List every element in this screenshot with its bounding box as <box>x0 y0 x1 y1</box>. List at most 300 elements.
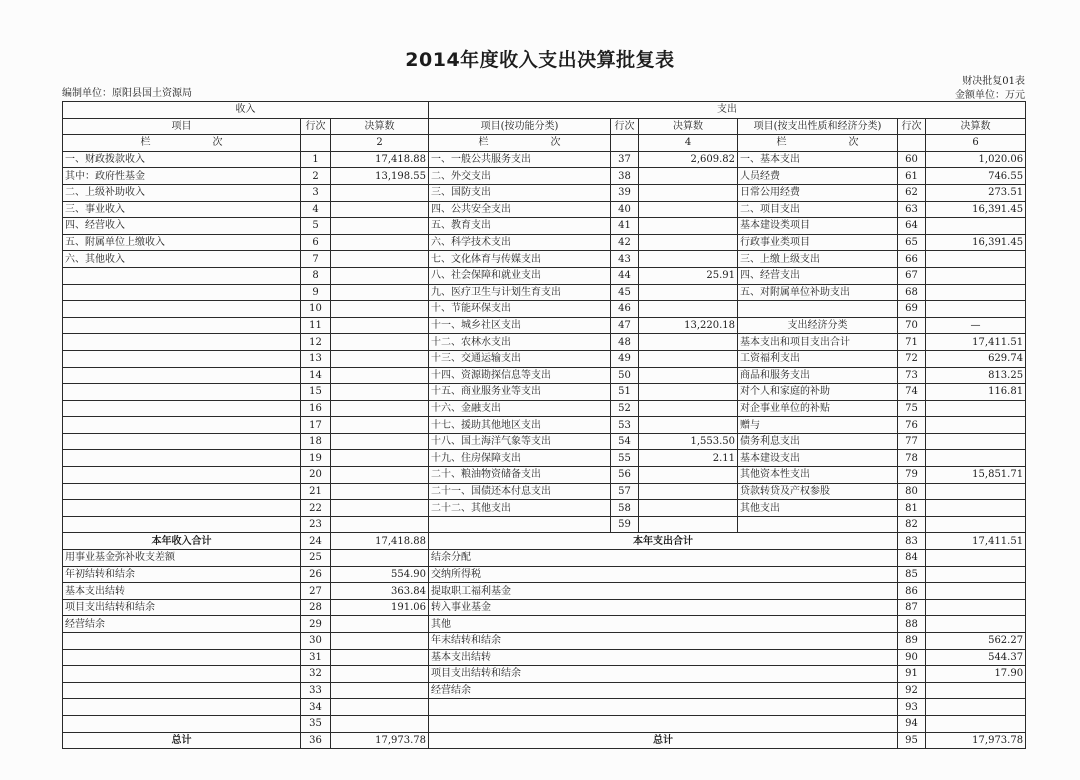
income-amount-cell <box>331 715 429 732</box>
expense-summary-amount-cell: 17,973.78 <box>926 732 1026 749</box>
income-item-cell: 其中：政府性基金 <box>63 168 301 185</box>
function-class-line-header: 行次 <box>611 118 639 135</box>
table-row <box>63 334 1026 351</box>
economic-class-line-cell: 63 <box>898 201 926 218</box>
function-class-item-cell: 九、医疗卫生与计划生育支出 <box>429 284 611 301</box>
economic-class-item-cell: 五、对附属单位补助支出 <box>738 284 898 301</box>
expense-summary-item-cell <box>429 699 898 716</box>
function-class-item-cell: 七、文化体育与传媒支出 <box>429 251 611 268</box>
income-line-cell: 11 <box>301 317 331 334</box>
income-line-cell: 24 <box>301 533 331 550</box>
income-amount-cell <box>331 301 429 318</box>
income-item-cell <box>63 467 301 484</box>
economic-class-amount-cell: 629.74 <box>926 350 1026 367</box>
income-line-header: 行次 <box>301 118 331 135</box>
income-amount-cell: 554.90 <box>331 566 429 583</box>
function-class-item-cell: 十、节能环保支出 <box>429 301 611 318</box>
income-amount-cell: 13,198.55 <box>331 168 429 185</box>
table-row <box>63 649 1026 666</box>
function-class-item-cell: 十九、住房保障支出 <box>429 450 611 467</box>
function-class-amount-cell <box>639 184 738 201</box>
function-class-line-cell: 53 <box>611 417 639 434</box>
table-row <box>63 500 1026 517</box>
income-line-index-cell <box>301 135 331 152</box>
economic-class-line-cell: 79 <box>898 467 926 484</box>
function-class-amount-cell <box>639 201 738 218</box>
income-item-cell: 六、其他收入 <box>63 251 301 268</box>
economic-class-item-cell: 对企事业单位的补贴 <box>738 400 898 417</box>
expense-summary-line-cell: 85 <box>898 566 926 583</box>
income-item-cell <box>63 483 301 500</box>
income-amount-cell <box>331 400 429 417</box>
expense-summary-item-cell: 提取职工福利基金 <box>429 583 898 600</box>
function-class-line-cell: 46 <box>611 301 639 318</box>
expense-summary-line-cell: 93 <box>898 699 926 716</box>
economic-class-amount-cell: 17,411.51 <box>926 334 1026 351</box>
economic-class-line-cell: 76 <box>898 417 926 434</box>
income-amount-cell <box>331 267 429 284</box>
table-row <box>63 184 1026 201</box>
expense-summary-amount-cell: 17.90 <box>926 666 1026 683</box>
table-row <box>63 616 1026 633</box>
income-item-cell <box>63 666 301 683</box>
economic-class-item-cell: 四、经营支出 <box>738 267 898 284</box>
economic-class-amount-cell <box>926 267 1026 284</box>
table-header <box>63 102 1026 152</box>
document-title: 2014年度收入支出决算批复表 <box>405 49 675 71</box>
table-row <box>63 400 1026 417</box>
function-class-line-cell: 55 <box>611 450 639 467</box>
economic-class-amount-index: 6 <box>926 135 1026 152</box>
economic-class-line-cell: 74 <box>898 384 926 401</box>
function-class-amount-cell: 13,220.18 <box>639 317 738 334</box>
income-item-cell: 基本支出结转 <box>63 583 301 600</box>
function-class-item-cell: 一、一般公共服务支出 <box>429 151 611 168</box>
function-class-amount-cell <box>639 234 738 251</box>
income-line-cell: 31 <box>301 649 331 666</box>
economic-class-item-cell: 赠与 <box>738 417 898 434</box>
function-class-line-cell: 44 <box>611 267 639 284</box>
function-class-line-cell: 59 <box>611 516 639 533</box>
function-class-line-cell: 41 <box>611 218 639 235</box>
economic-class-item-cell: 其他资本性支出 <box>738 467 898 484</box>
function-class-amount-cell <box>639 384 738 401</box>
function-class-item-cell: 二、外交支出 <box>429 168 611 185</box>
income-line-cell: 35 <box>301 715 331 732</box>
function-class-item-cell: 二十一、国债还本付息支出 <box>429 483 611 500</box>
economic-class-line-cell: 71 <box>898 334 926 351</box>
function-class-line-cell: 42 <box>611 234 639 251</box>
table-row <box>63 682 1026 699</box>
expense-summary-amount-cell <box>926 599 1026 616</box>
economic-class-line-cell: 72 <box>898 350 926 367</box>
economic-class-amount-cell: 16,391.45 <box>926 234 1026 251</box>
expense-summary-line-cell: 92 <box>898 682 926 699</box>
economic-class-amount-cell: 273.51 <box>926 184 1026 201</box>
function-class-amount-header: 决算数 <box>639 118 738 135</box>
function-class-line-cell: 39 <box>611 184 639 201</box>
income-amount-cell <box>331 284 429 301</box>
economic-class-line-cell: 64 <box>898 218 926 235</box>
income-item-cell <box>63 350 301 367</box>
function-class-line-cell: 50 <box>611 367 639 384</box>
income-amount-cell <box>331 516 429 533</box>
expense-summary-item-cell: 基本支出结转 <box>429 649 898 666</box>
income-column-index-cell <box>63 135 301 152</box>
table-row <box>63 234 1026 251</box>
economic-class-line-cell: 80 <box>898 483 926 500</box>
income-line-cell: 33 <box>301 682 331 699</box>
income-amount-cell <box>331 550 429 567</box>
economic-class-item-cell: 其他支出 <box>738 500 898 517</box>
income-line-cell: 21 <box>301 483 331 500</box>
function-class-amount-index: 4 <box>639 135 738 152</box>
economic-class-item-cell: 债务利息支出 <box>738 433 898 450</box>
income-line-cell: 4 <box>301 201 331 218</box>
expense-summary-line-cell: 83 <box>898 533 926 550</box>
table-row <box>63 267 1026 284</box>
function-class-line-cell: 54 <box>611 433 639 450</box>
economic-class-item-header: 项目(按支出性质和经济分类) <box>738 118 898 135</box>
economic-class-item-cell: 日常公用经费 <box>738 184 898 201</box>
income-item-cell <box>63 433 301 450</box>
function-class-item-cell: 四、公共安全支出 <box>429 201 611 218</box>
table-row <box>63 284 1026 301</box>
income-amount-cell <box>331 184 429 201</box>
table-row <box>63 699 1026 716</box>
economic-class-amount-cell <box>926 284 1026 301</box>
economic-class-amount-cell: 813.25 <box>926 367 1026 384</box>
economic-class-line-cell: 61 <box>898 168 926 185</box>
income-item-cell <box>63 649 301 666</box>
economic-class-item-cell <box>738 516 898 533</box>
economic-class-amount-cell: 746.55 <box>926 168 1026 185</box>
economic-class-item-cell: 行政事业类项目 <box>738 234 898 251</box>
function-class-item-cell <box>429 516 611 533</box>
expense-summary-line-cell: 86 <box>898 583 926 600</box>
income-item-cell <box>63 384 301 401</box>
function-class-item-cell: 十八、国土海洋气象等支出 <box>429 433 611 450</box>
income-amount-cell <box>331 633 429 650</box>
economic-class-column-index-cell <box>738 135 898 152</box>
economic-class-item-cell: 二、项目支出 <box>738 201 898 218</box>
economic-class-item-cell <box>738 301 898 318</box>
income-item-cell <box>63 301 301 318</box>
income-amount-cell <box>331 666 429 683</box>
expense-summary-amount-cell <box>926 550 1026 567</box>
income-line-cell: 10 <box>301 301 331 318</box>
economic-class-amount-cell: — <box>926 317 1026 334</box>
income-line-cell: 6 <box>301 234 331 251</box>
economic-class-amount-cell: 1,020.06 <box>926 151 1026 168</box>
function-class-item-cell: 十一、城乡社区支出 <box>429 317 611 334</box>
expense-summary-item-cell: 其他 <box>429 616 898 633</box>
income-line-cell: 29 <box>301 616 331 633</box>
income-item-header: 项目 <box>63 118 301 135</box>
economic-class-amount-cell <box>926 516 1026 533</box>
function-class-line-cell: 43 <box>611 251 639 268</box>
income-amount-cell <box>331 367 429 384</box>
expense-summary-item-cell: 经营结余 <box>429 682 898 699</box>
expense-summary-item-cell: 总计 <box>429 732 898 749</box>
income-amount-cell: 17,418.88 <box>331 533 429 550</box>
economic-class-item-cell: 基本建设类项目 <box>738 218 898 235</box>
table-row <box>63 516 1026 533</box>
table-row <box>63 583 1026 600</box>
economic-class-line-cell: 67 <box>898 267 926 284</box>
table-row <box>63 151 1026 168</box>
economic-class-amount-header: 决算数 <box>926 118 1026 135</box>
economic-class-column-index-label: 栏 次 <box>776 137 873 149</box>
table-row <box>63 218 1026 235</box>
income-line-cell: 2 <box>301 168 331 185</box>
economic-class-amount-cell <box>926 301 1026 318</box>
table-row <box>63 350 1026 367</box>
income-item-cell <box>63 284 301 301</box>
income-item-cell <box>63 450 301 467</box>
economic-class-amount-cell <box>926 417 1026 434</box>
income-item-cell <box>63 367 301 384</box>
income-amount-cell <box>331 201 429 218</box>
economic-class-item-cell: 三、上缴上级支出 <box>738 251 898 268</box>
income-item-cell: 一、财政拨款收入 <box>63 151 301 168</box>
income-item-cell: 经营结余 <box>63 616 301 633</box>
expense-summary-item-cell <box>429 715 898 732</box>
function-class-amount-cell <box>639 500 738 517</box>
income-item-cell: 总计 <box>63 732 301 749</box>
function-class-amount-cell <box>639 400 738 417</box>
income-amount-cell <box>331 483 429 500</box>
function-class-item-cell: 五、教育支出 <box>429 218 611 235</box>
function-class-column-index-label: 栏 次 <box>478 137 575 149</box>
economic-class-line-cell: 68 <box>898 284 926 301</box>
table-row <box>63 633 1026 650</box>
expense-summary-line-cell: 88 <box>898 616 926 633</box>
function-class-line-cell: 45 <box>611 284 639 301</box>
income-amount-cell <box>331 616 429 633</box>
income-item-cell: 三、事业收入 <box>63 201 301 218</box>
expense-summary-amount-cell <box>926 715 1026 732</box>
table-row <box>63 732 1026 749</box>
function-class-line-index-cell <box>611 135 639 152</box>
function-class-item-header: 项目(按功能分类) <box>429 118 611 135</box>
economic-class-line-header: 行次 <box>898 118 926 135</box>
income-line-cell: 34 <box>301 699 331 716</box>
economic-class-item-cell: 支出经济分类 <box>738 317 898 334</box>
income-amount-cell <box>331 649 429 666</box>
income-amount-cell <box>331 234 429 251</box>
income-amount-cell: 363.84 <box>331 583 429 600</box>
column-index-row <box>63 135 1026 152</box>
economic-class-amount-cell <box>926 500 1026 517</box>
income-item-cell: 用事业基金弥补收支差额 <box>63 550 301 567</box>
function-class-line-cell: 37 <box>611 151 639 168</box>
function-class-item-cell: 二十、粮油物资储备支出 <box>429 467 611 484</box>
income-column-index-label: 栏 次 <box>140 137 237 149</box>
income-line-cell: 14 <box>301 367 331 384</box>
economic-class-item-cell: 工资福利支出 <box>738 350 898 367</box>
table-row <box>63 433 1026 450</box>
function-class-line-cell: 56 <box>611 467 639 484</box>
table-row <box>63 168 1026 185</box>
function-class-amount-cell <box>639 467 738 484</box>
table-row <box>63 450 1026 467</box>
income-line-cell: 30 <box>301 633 331 650</box>
expense-summary-item-cell: 本年支出合计 <box>429 533 898 550</box>
function-class-amount-cell <box>639 168 738 185</box>
income-line-cell: 7 <box>301 251 331 268</box>
income-line-cell: 18 <box>301 433 331 450</box>
economic-class-item-cell: 基本建设支出 <box>738 450 898 467</box>
income-item-cell <box>63 417 301 434</box>
expense-summary-amount-cell: 562.27 <box>926 633 1026 650</box>
function-class-item-cell: 八、社会保障和就业支出 <box>429 267 611 284</box>
income-item-cell: 本年收入合计 <box>63 533 301 550</box>
preparing-unit: 编制单位：原阳县国土资源局 <box>62 88 192 99</box>
function-class-line-cell: 48 <box>611 334 639 351</box>
function-class-amount-cell <box>639 334 738 351</box>
table-row <box>63 715 1026 732</box>
income-line-cell: 22 <box>301 500 331 517</box>
table-row <box>63 550 1026 567</box>
economic-class-line-cell: 69 <box>898 301 926 318</box>
economic-class-amount-cell <box>926 433 1026 450</box>
function-class-line-cell: 47 <box>611 317 639 334</box>
economic-class-line-index-cell <box>898 135 926 152</box>
economic-class-item-cell: 一、基本支出 <box>738 151 898 168</box>
expense-summary-amount-cell <box>926 583 1026 600</box>
income-line-cell: 5 <box>301 218 331 235</box>
function-class-amount-cell: 1,553.50 <box>639 433 738 450</box>
income-line-cell: 9 <box>301 284 331 301</box>
income-amount-cell <box>331 417 429 434</box>
economic-class-line-cell: 81 <box>898 500 926 517</box>
economic-class-amount-cell: 116.81 <box>926 384 1026 401</box>
expense-summary-line-cell: 87 <box>898 599 926 616</box>
table-row <box>63 201 1026 218</box>
amount-unit: 金额单位：万元 <box>955 90 1025 101</box>
form-code: 财决批复01表 <box>962 76 1025 87</box>
economic-class-amount-cell: 16,391.45 <box>926 201 1026 218</box>
final-accounts-table <box>62 101 1026 749</box>
income-amount-cell: 17,973.78 <box>331 732 429 749</box>
income-amount-index: 2 <box>331 135 429 152</box>
function-class-column-index-cell <box>429 135 611 152</box>
expense-summary-line-cell: 89 <box>898 633 926 650</box>
economic-class-line-cell: 77 <box>898 433 926 450</box>
function-class-amount-cell <box>639 301 738 318</box>
economic-class-amount-cell <box>926 483 1026 500</box>
expense-summary-amount-cell <box>926 699 1026 716</box>
expense-summary-line-cell: 84 <box>898 550 926 567</box>
income-line-cell: 1 <box>301 151 331 168</box>
economic-class-amount-cell <box>926 400 1026 417</box>
function-class-amount-cell <box>639 516 738 533</box>
income-item-cell <box>63 334 301 351</box>
expense-summary-line-cell: 95 <box>898 732 926 749</box>
income-amount-cell <box>331 350 429 367</box>
income-line-cell: 27 <box>301 583 331 600</box>
expense-summary-item-cell: 项目支出结转和结余 <box>429 666 898 683</box>
table-row <box>63 301 1026 318</box>
economic-class-line-cell: 78 <box>898 450 926 467</box>
income-section-header: 收入 <box>63 102 429 119</box>
economic-class-amount-cell: 15,851.71 <box>926 467 1026 484</box>
income-line-cell: 19 <box>301 450 331 467</box>
economic-class-amount-cell <box>926 218 1026 235</box>
function-class-item-cell: 十四、资源勘探信息等支出 <box>429 367 611 384</box>
function-class-line-cell: 51 <box>611 384 639 401</box>
table-row <box>63 666 1026 683</box>
income-line-cell: 17 <box>301 417 331 434</box>
income-line-cell: 36 <box>301 732 331 749</box>
function-class-amount-cell: 2,609.82 <box>639 151 738 168</box>
function-class-line-cell: 49 <box>611 350 639 367</box>
expense-summary-amount-cell <box>926 682 1026 699</box>
table-row <box>63 483 1026 500</box>
income-item-cell <box>63 267 301 284</box>
income-item-cell <box>63 516 301 533</box>
function-class-item-cell: 十五、商业服务业等支出 <box>429 384 611 401</box>
function-class-amount-cell: 25.91 <box>639 267 738 284</box>
table-row <box>63 384 1026 401</box>
function-class-line-cell: 40 <box>611 201 639 218</box>
income-item-cell <box>63 400 301 417</box>
function-class-amount-cell <box>639 417 738 434</box>
income-line-cell: 25 <box>301 550 331 567</box>
economic-class-line-cell: 60 <box>898 151 926 168</box>
function-class-amount-cell: 2.11 <box>639 450 738 467</box>
income-item-cell <box>63 699 301 716</box>
section-header-row <box>63 102 1026 119</box>
income-line-cell: 26 <box>301 566 331 583</box>
economic-class-line-cell: 82 <box>898 516 926 533</box>
income-amount-cell: 17,418.88 <box>331 151 429 168</box>
function-class-amount-cell <box>639 367 738 384</box>
function-class-item-cell: 二十二、其他支出 <box>429 500 611 517</box>
expense-summary-item-cell: 转入事业基金 <box>429 599 898 616</box>
income-item-cell <box>63 500 301 517</box>
economic-class-line-cell: 62 <box>898 184 926 201</box>
income-item-cell: 年初结转和结余 <box>63 566 301 583</box>
function-class-item-cell: 三、国防支出 <box>429 184 611 201</box>
economic-class-amount-cell <box>926 251 1026 268</box>
function-class-line-cell: 38 <box>611 168 639 185</box>
income-amount-cell <box>331 500 429 517</box>
economic-class-line-cell: 65 <box>898 234 926 251</box>
income-line-cell: 16 <box>301 400 331 417</box>
income-amount-cell <box>331 317 429 334</box>
table-row <box>63 599 1026 616</box>
function-class-item-cell: 十三、交通运输支出 <box>429 350 611 367</box>
economic-class-item-cell: 贷款转贷及产权参股 <box>738 483 898 500</box>
income-amount-cell <box>331 682 429 699</box>
function-class-amount-cell <box>639 251 738 268</box>
table-row <box>63 533 1026 550</box>
function-class-item-cell: 十七、援助其他地区支出 <box>429 417 611 434</box>
income-amount-cell <box>331 433 429 450</box>
income-line-cell: 3 <box>301 184 331 201</box>
income-amount-cell <box>331 384 429 401</box>
income-item-cell <box>63 682 301 699</box>
expense-summary-amount-cell: 17,411.51 <box>926 533 1026 550</box>
table-body <box>63 151 1026 748</box>
economic-class-line-cell: 75 <box>898 400 926 417</box>
column-header-row <box>63 118 1026 135</box>
function-class-amount-cell <box>639 350 738 367</box>
economic-class-item-cell: 商品和服务支出 <box>738 367 898 384</box>
table-row <box>63 566 1026 583</box>
